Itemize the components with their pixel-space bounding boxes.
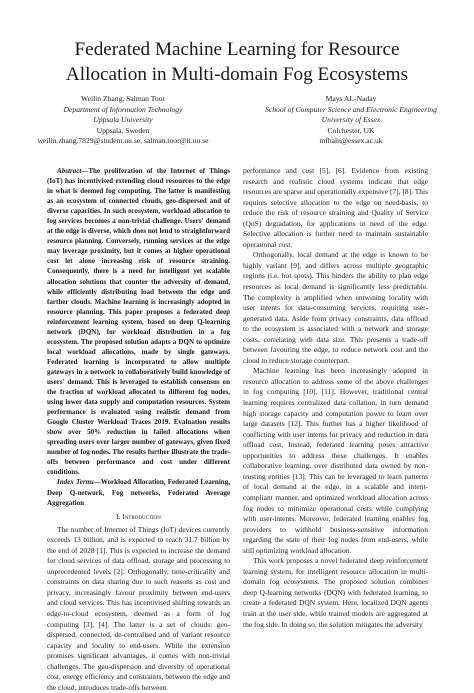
author-block-1	[12, 94, 234, 147]
author-names: Mays AL-Naday	[325, 94, 377, 103]
right-paragraph-1: performance and cost [5], [6]. Evidence from existing research and realistic cloud systems indicate that edge resources are sparse and operationally expensive [7], [8]. This requires selective allocation to the edge on need-basis, to reduce the risk of resource straining and Quality of Service (QoS) degradation, for applications in need of the edge. Selective allocation is further need to maintain sustainable operational cost.	[243, 166, 428, 249]
author-email: weilin.zhang.7829@student.uu.se, salman.toor@it.uu.se	[37, 136, 209, 146]
author-location: Colchester, UK	[327, 125, 375, 135]
author-department: School of Computer Science and Electronic Engineering	[265, 104, 437, 114]
right-paragraph-3: Machine learning has been increasingly adopted in resource allocation to address some of the above challenges in fog computing [10], [11]. However, traditional central learning requires centralized data collation, in turn demand high storage capacity and computation power to learn over large datasets [12]. This further has a higher likelihood of conflicting with user intents for privacy and reduction in data offload cost. Instead, federated learning poses attractive opportunities to address these challenges. It enables collaborative learning, over distributed data owned by non-trusting entities [13]. This can be leveraged to learn patterns of local demand at the edge, in a scalable and intent-compliant manner, and optimized workload allocation across fog nodes to minimize operational costs while complying with user-intents. Moreover, federated learning enables fog providers to withhold business-sensitive information regarding the state of their fog nodes from end-users, while still optimizing workload allocation.	[243, 366, 428, 555]
right-paragraph-2: Orthogonally, local demand at the edge is known to be highly variant [9], and differs across multiple geographic regions (i.e. hot spots). This hinders the ability to plan edge resources as local demand is significantly less predictable. The complexity is amplified when entwining locality with user intents for data-consuming services, requiring user-generated data. Aside from privacy constraints, data offload to the ecosystem is associated with a network and storage costs, correlating with data size. This presents a trade-off between favouring the edge, to reduce network cost and the cloud to reduce storage counterpart.	[243, 250, 428, 365]
author-names: Weilin Zhang, Salman Toor	[81, 94, 165, 103]
index-terms-text: —Workload Allocation, Federated Learning, Deep Q-network, Fog networks, Federated Average Aggregation	[47, 478, 230, 507]
right-column	[243, 166, 428, 630]
abstract-label: Abstract	[57, 167, 82, 175]
author-institution: Uppsala University	[93, 115, 153, 125]
author-institution: University of Essex	[321, 115, 381, 125]
author-block-2	[240, 94, 462, 147]
title-line-1: Federated Machine Learning for Resource	[74, 39, 400, 60]
abstract-text: —The proliferation of the Internet of Things (IoT) has incentivised extending cloud resources to the edge in what is deemed fog computing. The latter is manifesting as an ecosystem of connected clouds, geo-dispersed and of diverse capacities. In such ecosystem, workload allocation to fog services becomes a non-trivial challenge. Users' demand at the edge is diverse, which does not lend to straightforward resource planning. Conversely, running services at the edge may leverage proximity, but it comes at higher operational cost let alone increasing risk of resource straining. Consequently, there is a need for intelligent yet scalable allocation solutions that counter the adversity of demand, while efficiently distributing load between the edge and farther clouds. Machine learning is increasingly adopted in resource planning. This paper proposes a federated deep reinforcement learning system, based on deep Q-learning network (DQN), for workload distribution in a fog ecosystem. The proposed solution adapts a DQN to optimize local workload allocations, made by single gateways. Federated learning is incorporated to allow multiple gateways in a network to collaboratively build knowledge of users' demand. This is leveraged to establish consensus on the fraction of workload allocated to different fog nodes, using lower data supply and computation resources. System performance is evaluated using realistic demand from Google Cluster Workload Traces 2019. Evaluation results show over 50% reduction in failed allocations when spreading users over larger number of gateways, given fixed number of fog nodes. The results further illustrate the trade-offs between performance and cost under different conditions.	[47, 167, 230, 477]
intro-paragraph-1: The number of Internet of Things (IoT) devices currently exceeds 13 billion, and is expected to reach 31.7 billion by the end of 2028 [1]. This is expected to increase the demand for cloud services of data offload, storage and processing to unprecedented levels [2]. Orthogonally, time-criticality and constraints on data sharing due to such reasons as cost and privacy, increasingly favour proximity between end-users and cloud services. This has incentivised shifting towards an edge-to-cloud ecosystem, deemed as a form of fog computing [3], [4]. The latter is a set of clouds: geo-dispersed, connected, de-centralised and of variant resource capacity and locality to end-users. While the extension promises significant advantages, it comes with non-trivial challenges. The geo-dispersion and diversity of operational cost, energy efficiency and constraints, between the edge and the cloud, introduces trade-offs between	[47, 524, 230, 692]
index-terms	[47, 477, 230, 507]
index-terms-label: Index Terms	[57, 478, 94, 487]
author-email: mfhaln@essex.ac.uk	[319, 136, 383, 146]
author-department: Department of Information Technology	[63, 104, 183, 114]
author-location: Uppsala, Sweden	[96, 125, 150, 135]
paper-title	[0, 37, 474, 87]
title-line-2: Allocation in Multi-domain Fog Ecosystems	[65, 64, 409, 85]
section-heading-introduction: I. Introduction	[116, 511, 161, 521]
abstract	[47, 166, 230, 477]
right-paragraph-4: This work proposes a novel federated deep reinforcement learning system, for intelligent resource allocation in multi-domain fog ecosystems. The proposed solution combines deep Q-learning networks (DQN) with federated learning, to create a federated DQN system. Here, localized DQN agents train at the user side, while trained models are aggregated at the fog side. In doing so, the solution mitigates the adversity	[243, 556, 428, 629]
left-column	[47, 166, 230, 693]
